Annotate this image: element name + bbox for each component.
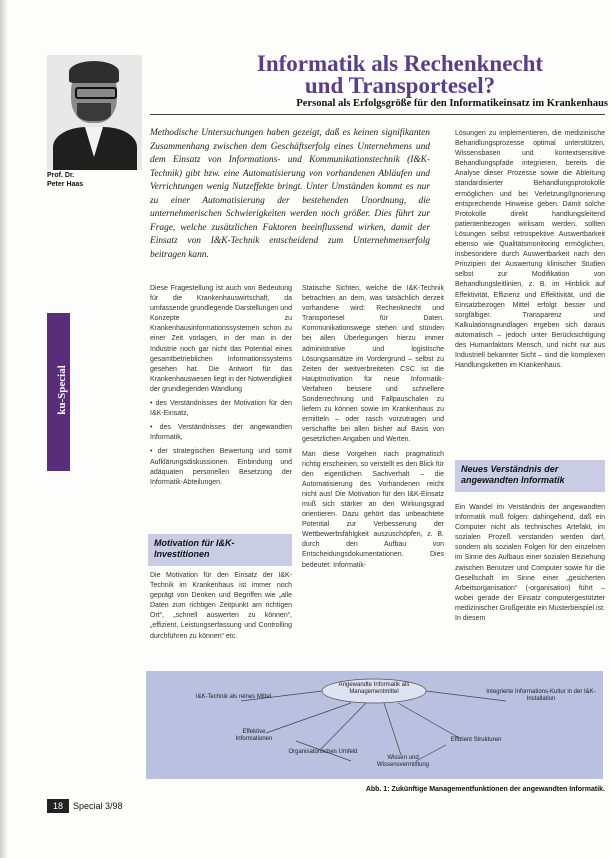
issue-label: Special 3/98 [73,801,123,811]
article-title-line1: Informatik als Rechenknecht [256,51,544,76]
body-paragraph: Ein Wandel im Verständnis der angewandten Informatik muß folgen: dahingehend, daß ein Computer nicht als technisches Artefakt, im sozialen Prozeß verstanden werden darf, sondern als sozialen Folgen für den einzelnen im Sinne des Aufbaus einer sozialen Beziehung zwischen Benutzer und Computer sowie für die Gesellschaft im Sinne einer „gesicherten Arbeitsorganisation“ (-organisation) führt – wobei gerade der Einsatz computergestützter medizinischer Großgeräte ein Musterbeispiel ist. In diesem [455,504,605,623]
bullet-item: • des Verständnisses der Motivation für den I&K-Einsatz, [150,400,292,418]
article-title-line2: und Transportesel? [304,73,496,98]
body-column-1 [150,284,292,492]
body-paragraph: Diese Fragestellung ist auch von Bedeutung für die Krankenhauswirtschaft, da umfassende grundlegende Darstellungen und Konzepte zu Krankenhausinformationssystemen schon zu einer Zeit vorlagen, in der man in der Industrie noch gar nicht das Potential eines gesamtbetrieblichen Informationssystems gesehen hat. Die Antwort für das Krankenhauswesen liegt in der Notwendigkeit der grundlegenden Wandlung [150,285,292,393]
section-heading-motivation: Motivation für I&K-Investitionen [148,534,292,566]
article-subtitle: Personal als Erfolgsgröße für den Informatikeinsatz im Krankenhaus [296,98,608,109]
body-column-3-lower [455,503,605,628]
bullet-item: • des Verständnisses der angewandten Informatik, [150,424,292,442]
subtitle-rule [150,114,605,115]
diagram-node: Effizient Strukturen [450,737,502,743]
scan-edge-shadow [0,0,8,858]
diagram-node: Wissen und Wissensvermittlung [376,755,429,768]
body-paragraph: Statische Sichten, welche die I&K-Technik betrachten an dem, was tatsächlich derzeit vorhandene wird: Rechenknecht und Transportesel für Daten. Kommunikationswege stehen und stünden bei allen Überlegungen hierzu immer administrative und logistische Lösungsansätze im Vordergrund – selbst zu Zeiten der weitverbreiteten CSC ist die Hauptmotivation für neue Informatik-Verfahren bessere und schnellere Sonderrechnung und Fallpauschalen zu liefern zu können sowie im Krankenhaus zu ermitteln – oder rasch vorzutragen und verschaffte bei allen bisher auf Basis von gesetzlichen Angaben und Werten. [302,285,444,444]
body-paragraph: Die Motivation für den Einsatz der I&K-Technik im Krankenhaus ist immer noch geprägt von Denken und Begriffen wie „alle Daten zum richtigen Zeitpunkt am richtigen Ort“, „schnell auswerten zu können“, „effizient, Leistungserfassung und Controlling durchführen zu können“ etc. [150,572,292,640]
body-paragraph: Lösungen zu implementieren, die medizinische Behandlungsprozesse optimal unterstützen, Wissensbasen und kontextsensitive Behandlungspfade integrieren, bereits die Analyse dieser Prozesse sowie die Ableitung standardisierter Behandlungsprotokolle ermöglichen und bei Verletzung/Ignorierung entsprechende Hinweise geben. Damit solche Protokolle direkt handlungsleitend patientenbezogen wirksam werden, sollten Lösungen selbst retrospektive Auswertbarkeit ebenso wie Qualitätsmonitoring ermöglichen, insbesondere durch Auswertbarkeit nach den Prinzipien der Auswertung klinischer Studien selbst zur Modifikation von Behandlungsleitlinien, z. B. im Hinblick auf Effektivität, Effizienz und Effektivität, und die Einsatzbezogen Mittel erfolgt besser und sorgfältiger. Transparenz und Kalkulationsgrundlagen ergeben sich daraus automatisch – jedoch unter Berücksichtigung des Humanfaktors Mensch, und nicht nur aus Industriell bekannter Sicht – sind die komplexen Handlungsketten im Krankenhaus. [455,130,605,370]
diagram-node: Integrierte Informations-Kultur in der I&K-Installation [486,689,596,702]
figure-caption: Abb. 1: Zukünftige Managementfunktionen der angewandten Informatik. [365,786,605,793]
figure-diagram [146,671,603,779]
author-photo [47,55,142,170]
body-column-3 [455,129,605,375]
diagram-node: Effektive Informationen [235,729,273,742]
lead-paragraph: Methodische Untersuchungen haben gezeigt, daß es keinen signifikanten Zusammenhang zwischen dem Geschäftserfolg eines Unternehmens und dem Einsatz von Informations- und Kommunikationstechnik (I&K-Technik) gibt bzw. eine Automatisierung von vorhandenen Abläufen und Verrichtungen wenig Nutzeffekte bringt. Unter Umständen kommt es nur zu einer Automatisierung der bestehenden Unordnung, die unternehmerischen Schwierigkeiten werden noch größer. Dies führt zur Frage, welche zusätzlichen Faktoren beeinflussend wirken, damit der Einsatz von I&K-Technik entscheidend zum Unternehmenserfolg beitragen kann. [150,128,430,260]
author-fullname: Peter Haas [47,181,84,188]
page-number: 18 [47,799,69,813]
article-title [200,53,600,97]
diagram-node: Organisatorisches Umfeld [288,749,358,755]
section-heading-informatik: Neues Verständnis der angewandten Informatik [455,460,605,492]
diagram-node: I&K-Technik als reines Mittel [195,694,272,700]
bullet-item: • der strategischen Bewertung und somit Aufklärungsdiskussionen. Einbindung und adäquaten personellen Besetzung der Informatik-Abteilungen. [150,448,292,486]
section-sidebar-label: ku-Special [56,365,68,415]
diagram-node-center: Angewandte Informatik als Managementmittel [338,682,410,695]
body-column-1-lower [150,571,292,646]
author-name [47,171,147,189]
author-title: Prof. Dr. [47,172,75,179]
body-column-2 [302,284,444,575]
body-paragraph: Man diese Vorgehen nach pragmatisch richtig erscheinen, so verstellt es den Blick für den eigentlichen Sachverhalt – die Automatisierung des Vorhandenen reicht nicht aus! Die Motivation für den I&K-Einsatz muß sich stärker an den Wirkungsgrad orientieren. Dazu gehört das unbeachtete Potential zur Verbesserung der Wettbewerbsfähigkeit auszuschöpfen, z. B. durch den Aufbau von Entscheidungsdokumentationen. Dies bedeutet: Informatik- [302,450,445,569]
